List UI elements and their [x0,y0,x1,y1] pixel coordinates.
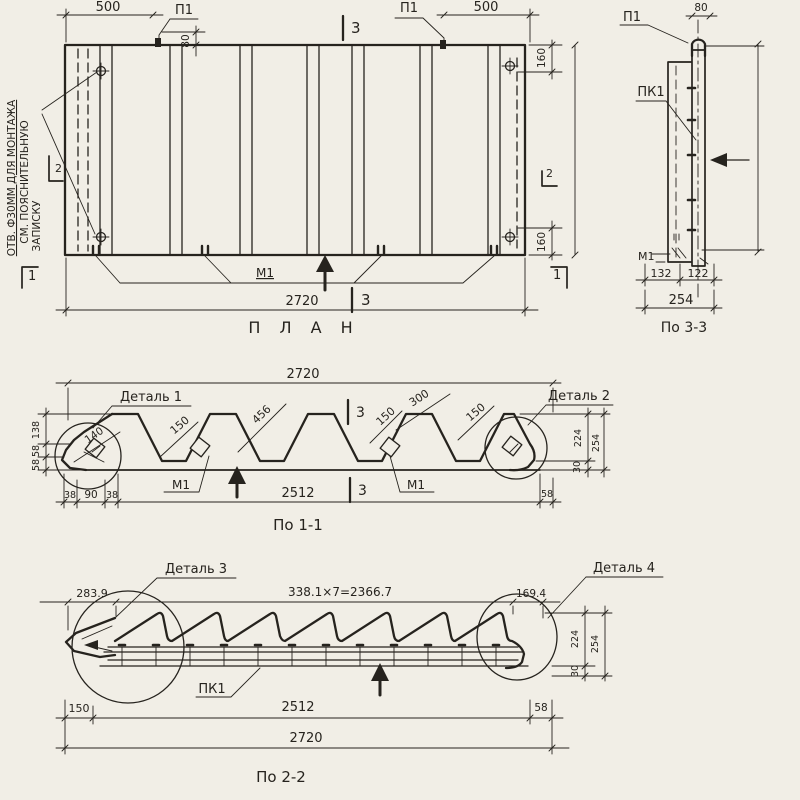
s11-title: По 1-1 [273,516,323,534]
s11-label-m1-right: М1 [407,478,425,492]
s11-dim-150b: 150 [373,404,398,429]
plan-mark-2-right: 2 [546,167,553,180]
plan-p1-right-leader [395,18,444,48]
s22-dim-58: 58 [534,702,548,714]
plan-mark-3-top: 3 [351,19,361,37]
s22-truss-verticals [122,647,496,666]
s11-dim-138: 138 [31,420,42,440]
plan-height-dim-line [572,42,578,258]
section-1-1-view [31,367,613,534]
s33-lifting-loop [692,40,705,56]
s11-mark-3-bottom: 3 [358,483,367,499]
s11-dim-456: 456 [249,402,274,427]
s22-dim-254: 254 [590,634,601,654]
s33-face-arrow [710,153,727,167]
plan-note [6,72,97,256]
plan-mark-3-bottom: 3 [361,291,371,309]
s11-dim-90: 90 [84,489,98,501]
s22-title: По 2-2 [256,768,306,786]
plan-mark-2-left: 2 [55,162,62,175]
plan-dim-2720: 2720 [285,294,319,309]
plan-dim-500-right: 500 [473,0,499,15]
s11-dim-30: 30 [572,460,583,474]
s33-title: По 3-3 [660,320,708,336]
s11-dim-2720: 2720 [286,367,320,382]
s22-label-detail4: Деталь 4 [592,561,656,576]
plan-dim-500-left: 500 [95,0,121,15]
s11-label-detail1: Деталь 1 [119,390,183,405]
s11-dim-140: 140 [82,424,106,447]
s11-orientation-arrow [228,466,246,484]
s22-left-end-arrow [84,640,98,650]
plan-note-leaders [42,72,97,234]
s22-label-detail3: Деталь 3 [164,562,228,577]
plan-orientation-arrow [316,255,334,272]
s22-dim-283-9: 283.9 [76,587,108,600]
s22-detail3-leader [116,578,236,617]
s33-base-detail [652,234,708,264]
s33-dim-132: 132 [650,267,672,280]
s22-dim-2720: 2720 [289,731,323,746]
plan-hidden-lines [78,49,517,251]
s11-dim-150c: 150 [463,400,488,425]
plan-panel-outline [65,45,525,255]
plan-note-line2: СМ. ПОЯСНИТЕЛЬНУЮ [19,120,31,244]
s33-dim-122: 122 [687,267,709,280]
plan-mark-1-right: 1 [553,268,562,283]
s33-label-pk1: ПК1 [637,85,665,100]
s11-dim-38a: 38 [63,490,77,501]
plan-label-m1: М1 [256,266,274,280]
plan-note-line1: ОТВ. Ф30ММ ДЛЯ МОНТАЖА [6,99,18,257]
s11-dim-58a: 58 [31,444,42,458]
s22-truss-chords [100,647,528,666]
s33-dim-80: 80 [694,2,708,14]
section-2-2-view [40,561,663,786]
s33-panel-outline [668,50,705,266]
plan-label-p1-right: П1 [399,1,419,16]
plan-note-line3: ЗАПИСКУ [31,200,43,252]
plan-dim-160-top: 160 [536,47,548,69]
s11-label-detail2: Деталь 2 [547,389,611,404]
s11-dim-58b: 58 [31,458,42,472]
s22-dim-teeth: 338.1×7=2366.7 [287,585,393,599]
s33-dim-254: 254 [668,293,694,308]
s11-dim-58-right: 58 [540,489,554,500]
s11-dim-254: 254 [591,433,602,453]
plan-view [6,0,578,337]
s22-dim-30: 30 [570,664,581,678]
s33-height-dim [702,41,764,255]
plan-title: П Л А Н [248,318,360,337]
s11-dim-150a: 150 [167,413,192,438]
section-3-3-view [620,2,764,336]
plan-label-p1-left: П1 [174,3,194,18]
s11-dim-2512: 2512 [281,486,315,501]
plan-dim-80: 80 [180,34,192,48]
s11-dim-224: 224 [573,428,584,448]
s11-mark-3-top: 3 [356,405,365,421]
plan-mounting-holes [93,58,518,245]
s33-dim-split-line [636,264,722,286]
s22-label-pk1: ПК1 [198,682,226,697]
plan-loop-right [440,40,446,49]
s11-label-m1-left: М1 [172,478,190,492]
plan-dim-160-bottom: 160 [536,231,548,253]
plan-embed-marks [93,246,497,254]
s11-detail2-leader [528,405,613,425]
s33-label-m1: М1 [638,250,655,263]
s22-dim-224: 224 [570,629,581,649]
s22-dim-2512: 2512 [281,700,315,715]
s33-p1-leader [620,25,688,43]
plan-mark-1-left: 1 [28,269,37,284]
s11-dim-38b: 38 [105,490,119,501]
s22-detail4-leader [548,577,663,618]
s33-label-p1: П1 [622,10,642,25]
plan-panel-ribs [100,45,500,255]
plan-m1-leaders [96,256,494,283]
plan-loop-left [155,38,161,47]
s11-dim-300: 300 [406,386,432,410]
s22-dim-150: 150 [68,702,90,715]
s22-dim-169-4: 169.4 [515,588,547,600]
